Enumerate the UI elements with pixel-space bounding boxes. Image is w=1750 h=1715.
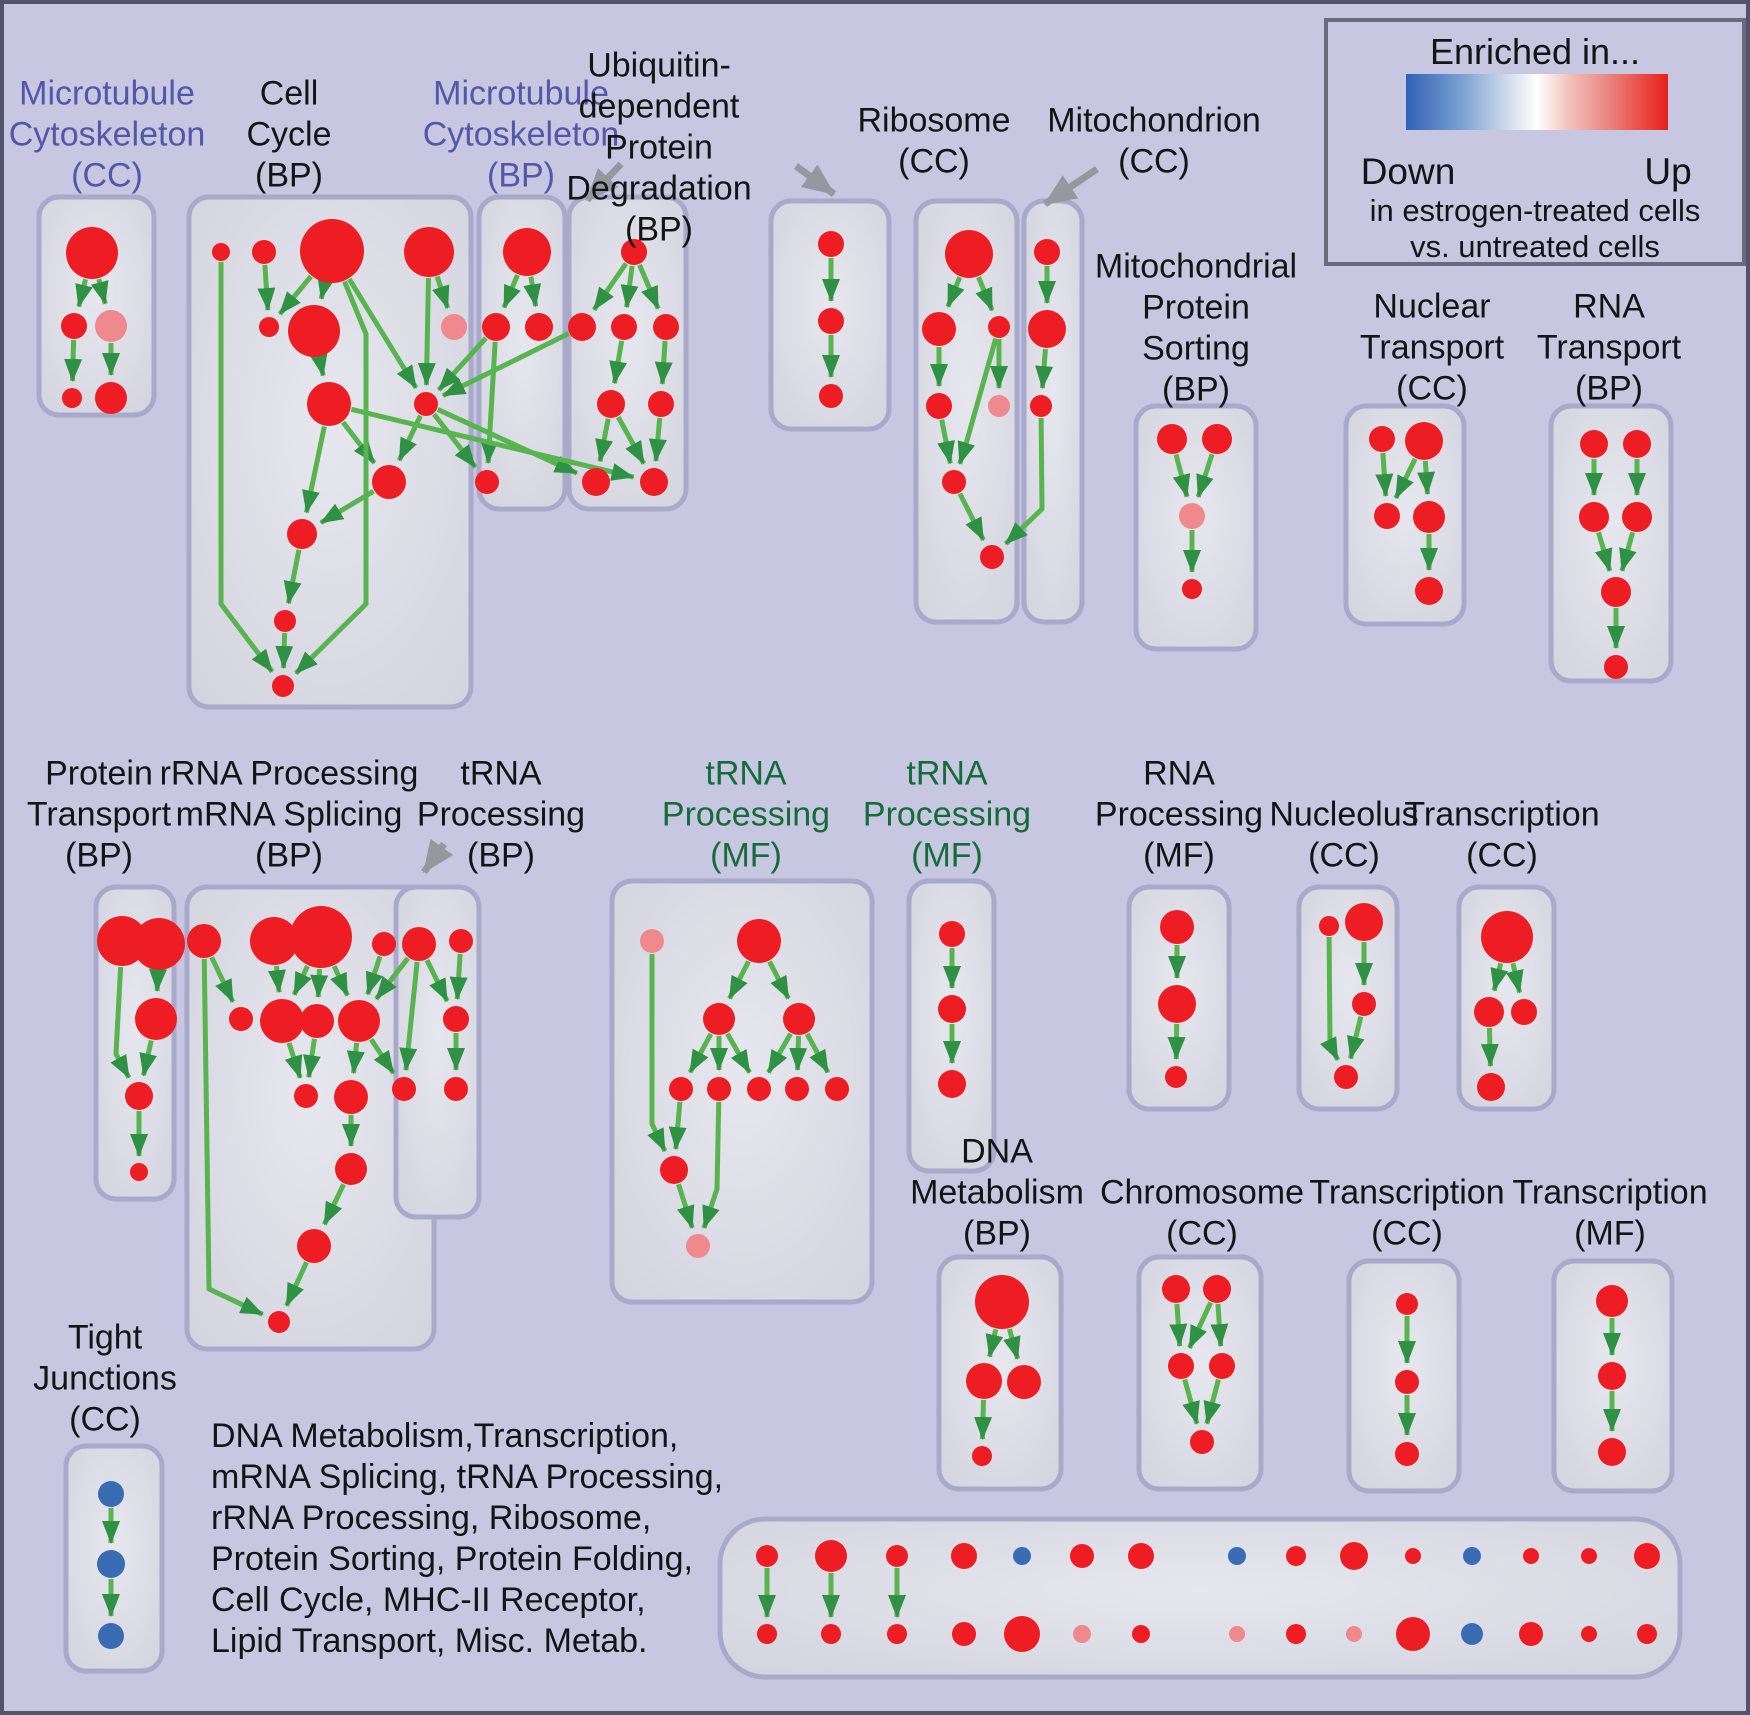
node-misc-cluster-t7 — [1128, 1543, 1154, 1569]
node-rna-transport-t1 — [1580, 430, 1608, 458]
node-rna-transport-c — [1601, 577, 1631, 607]
cluster-label-nuclear-transport-line-1: Transport — [1359, 328, 1505, 367]
node-misc-cluster-t14 — [1581, 1548, 1597, 1564]
node-dna-metabolism-m2 — [1007, 1365, 1041, 1399]
cluster-box-rna-transport — [1551, 406, 1671, 681]
cluster-label-tight-junctions-line-0: Tight — [67, 1318, 143, 1357]
node-misc-cluster-b15 — [1637, 1624, 1657, 1644]
node-cell-cycle-n13 — [272, 675, 294, 697]
misc-annotation-line: rRNA Processing, Ribosome, — [211, 1499, 652, 1537]
edge-arrow — [982, 1400, 983, 1439]
cluster-label-rna-processing-mf-line-1: Processing — [1094, 795, 1264, 834]
cluster-label-tight-junctions-line-1: Junctions — [33, 1359, 177, 1398]
cluster-box-nuclear-transport — [1346, 406, 1464, 624]
node-mito-protein-sorting-t1 — [1157, 424, 1187, 454]
cluster-label-ubiquitin-bp-a-line-1: dependent — [578, 87, 740, 126]
node-ribosome-cc-l1 — [926, 393, 952, 419]
node-cell-cycle-n9 — [414, 392, 438, 416]
node-microtubule-cc-c — [95, 310, 127, 342]
cluster-label-transcription-mf-line-1: (MF) — [1574, 1214, 1646, 1253]
cluster-label-microtubule-bp-line-2: (BP) — [487, 156, 555, 195]
edge-arrow — [354, 1043, 357, 1073]
node-rrna-mrna-t4 — [372, 932, 396, 956]
node-misc-cluster-t9 — [1286, 1546, 1306, 1566]
node-chromosome-cc-b — [1190, 1430, 1214, 1454]
cluster-label-protein-transport-line-1: Transport — [26, 795, 172, 834]
node-transcription-mf-b — [1598, 1362, 1626, 1390]
cluster-label-ubiquitin-bp-a-line-2: Protein — [605, 128, 713, 167]
node-nuclear-transport-m2 — [1413, 501, 1445, 533]
cluster-label-rna-transport-line-0: RNA — [1573, 287, 1645, 326]
node-trna-processing-mf-1-s — [660, 1156, 688, 1184]
node-trna-processing-mf-2-c — [938, 1070, 966, 1098]
node-trna-processing-mf-1-r5 — [825, 1077, 849, 1101]
cluster-label-rna-transport-line-2: (BP) — [1575, 369, 1643, 408]
edge-arrow — [72, 340, 73, 381]
node-dna-metabolism-m1 — [966, 1363, 1002, 1399]
node-mitochondrion-cc-l — [1030, 395, 1052, 417]
node-rrna-mrna-m3 — [300, 1004, 334, 1038]
node-rna-transport-m1 — [1579, 502, 1609, 532]
cluster-label-cell-cycle-line-1: Cycle — [246, 115, 332, 154]
node-rna-processing-mf-c — [1165, 1066, 1187, 1088]
node-rrna-mrna-r1 — [294, 1084, 318, 1108]
node-misc-cluster-b12 — [1461, 1623, 1483, 1645]
node-misc-cluster-t10 — [1340, 1542, 1368, 1570]
node-ribosome-cc-m1 — [922, 312, 956, 346]
node-misc-cluster-t1 — [756, 1545, 778, 1567]
node-cell-cycle-n7 — [441, 314, 467, 340]
node-protein-transport-m — [135, 998, 177, 1040]
legend — [1324, 18, 1746, 266]
edge-arrow — [798, 1036, 799, 1070]
node-misc-cluster-b8 — [1229, 1626, 1245, 1642]
node-cell-cycle-n8 — [307, 382, 351, 426]
cluster-label-trna-processing-bp-line-0: tRNA — [460, 754, 542, 793]
node-chromosome-cc-m1 — [1168, 1353, 1194, 1379]
cluster-label-protein-transport-line-0: Protein — [45, 754, 153, 793]
node-rrna-mrna-b — [268, 1311, 290, 1333]
node-tight-junctions-c — [98, 1623, 124, 1649]
cluster-box-misc-cluster — [720, 1519, 1680, 1677]
node-microtubule-bp-m1 — [482, 313, 510, 341]
edge-arrow — [426, 278, 428, 385]
node-dna-metabolism-b — [972, 1446, 992, 1466]
misc-annotation-line: Cell Cycle, MHC-II Receptor, — [211, 1581, 646, 1619]
node-rna-transport-b — [1604, 655, 1628, 679]
cluster-label-cell-cycle-line-0: Cell — [259, 74, 319, 113]
node-chromosome-cc-t1 — [1162, 1275, 1190, 1303]
node-mito-protein-sorting-m — [1179, 503, 1205, 529]
cluster-label-microtubule-bp-line-0: Microtubule — [433, 74, 609, 113]
node-microtubule-cc-d — [62, 388, 82, 408]
cluster-label-trna-processing-mf-2-line-0: tRNA — [906, 754, 988, 793]
node-microtubule-cc-a — [66, 227, 118, 279]
node-microtubule-bp-b — [475, 470, 499, 494]
node-transcription-cc-2-c — [1395, 1442, 1419, 1466]
cluster-label-ubiquitin-bp-a-line-0: Ubiquitin- — [587, 46, 731, 85]
edge-arrow — [321, 283, 325, 299]
cluster-label-nuclear-transport-line-2: (CC) — [1396, 369, 1468, 408]
node-ribosome-cc-l2 — [988, 395, 1010, 417]
node-misc-cluster-b13 — [1519, 1622, 1543, 1646]
node-misc-cluster-t8 — [1228, 1547, 1246, 1565]
edge-arrow — [1177, 1304, 1180, 1346]
node-rna-transport-t2 — [1623, 430, 1651, 458]
node-trna-processing-bp-t2 — [449, 929, 473, 953]
edge-arrow — [457, 954, 460, 999]
node-trna-processing-mf-1-r1 — [669, 1077, 693, 1101]
cluster-label-nucleolus-cc-line-1: (CC) — [1308, 836, 1380, 875]
node-misc-cluster-t5 — [1013, 1547, 1031, 1565]
node-trna-processing-bp-r1 — [392, 1077, 416, 1101]
node-nucleolus-cc-t1 — [1319, 916, 1339, 936]
node-rrna-mrna-m2 — [260, 999, 304, 1043]
node-trna-processing-mf-1-r3 — [747, 1077, 771, 1101]
cluster-label-mitochondrion-cc-line-0: Mitochondrion — [1047, 101, 1261, 140]
node-ubiquitin-bp-b-b — [819, 384, 843, 408]
cluster-label-ribosome-cc-line-1: (CC) — [898, 142, 970, 181]
cluster-label-transcription-mf-line-0: Transcription — [1512, 1173, 1708, 1212]
edge-arrow — [1042, 349, 1045, 388]
node-nuclear-transport-t2 — [1405, 422, 1443, 460]
cluster-label-mito-protein-sorting-line-1: Protein — [1142, 288, 1250, 327]
cluster-label-trna-processing-bp-line-1: Processing — [416, 795, 586, 834]
node-mito-protein-sorting-b — [1182, 579, 1202, 599]
edge-arrow — [276, 966, 279, 992]
node-trna-processing-mf-1-m1 — [703, 1003, 735, 1035]
legend-title: Enriched in... — [1429, 31, 1641, 72]
node-mito-protein-sorting-t2 — [1202, 424, 1232, 454]
node-misc-cluster-t11 — [1405, 1548, 1421, 1564]
cluster-label-cell-cycle-line-2: (BP) — [255, 156, 323, 195]
node-cell-cycle-n4 — [404, 227, 454, 277]
misc-annotation — [211, 1416, 723, 1662]
edge-arrow — [318, 969, 319, 997]
cluster-label-microtubule-cc-line-2: (CC) — [71, 156, 143, 195]
cluster-label-trna-processing-mf-1-line-1: Processing — [661, 795, 831, 834]
cluster-label-nucleolus-cc-line-0: Nucleolus — [1269, 795, 1419, 834]
cluster-label-microtubule-cc-line-0: Microtubule — [19, 74, 195, 113]
node-cell-cycle-n3 — [300, 219, 364, 283]
node-cell-cycle-n6 — [288, 305, 340, 357]
node-misc-cluster-b7 — [1132, 1625, 1150, 1643]
misc-annotation-line: Protein Sorting, Protein Folding, — [211, 1540, 693, 1578]
cluster-label-transcription-cc-2-line-1: (CC) — [1371, 1214, 1443, 1253]
node-protein-transport-l — [125, 1082, 153, 1110]
node-rrna-mrna-r2 — [334, 1080, 368, 1114]
node-misc-cluster-b6 — [1073, 1625, 1091, 1643]
node-nucleolus-cc-m — [1352, 992, 1376, 1016]
node-trna-processing-bp-m — [443, 1006, 469, 1032]
cluster-label-microtubule-bp-line-1: Cytoskeleton — [422, 115, 620, 154]
edge-arrow — [662, 341, 665, 384]
node-mitochondrion-cc-t — [1034, 239, 1060, 265]
node-transcription-cc-1-m1 — [1474, 997, 1504, 1027]
cluster-label-ubiquitin-bp-a-line-3: Degradation — [566, 169, 752, 208]
node-ubiquitin-bp-a-b2 — [640, 468, 668, 496]
node-cell-cycle-n1 — [212, 243, 230, 261]
cluster-label-mitochondrion-cc-line-1: (CC) — [1118, 142, 1190, 181]
misc-annotation-line: Lipid Transport, Misc. Metab. — [211, 1622, 648, 1660]
node-transcription-cc-1-m2 — [1511, 999, 1537, 1025]
node-trna-processing-mf-1-r2 — [707, 1077, 731, 1101]
node-microtubule-bp-m2 — [525, 313, 553, 341]
cluster-label-ribosome-cc-line-0: Ribosome — [857, 101, 1011, 140]
cluster-label-transcription-cc-2-line-0: Transcription — [1309, 1173, 1505, 1212]
node-ribosome-cc-c — [942, 470, 966, 494]
node-rrna-mrna-m1 — [229, 1007, 253, 1031]
misc-annotation-line: DNA Metabolism,Transcription, — [211, 1417, 679, 1455]
node-chromosome-cc-t2 — [1203, 1275, 1231, 1303]
node-microtubule-bp-t — [503, 228, 551, 276]
node-dna-metabolism-t — [975, 1275, 1029, 1329]
node-protein-transport-b — [130, 1163, 148, 1181]
cluster-label-transcription-cc-1-line-1: (CC) — [1466, 836, 1538, 875]
node-rrna-mrna-t3 — [290, 906, 352, 968]
label-pointer-arrow-icon — [424, 844, 444, 872]
cluster-label-rrna-mrna-line-1: mRNA Splicing — [175, 795, 403, 834]
cluster-label-dna-metabolism-line-0: DNA — [961, 1132, 1033, 1171]
cluster-label-rna-transport-line-1: Transport — [1536, 328, 1682, 367]
node-nuclear-transport-t1 — [1369, 426, 1395, 452]
node-misc-cluster-b11 — [1396, 1617, 1430, 1651]
cluster-label-nuclear-transport-line-0: Nuclear — [1373, 287, 1491, 326]
node-transcription-cc-1-b — [1477, 1073, 1505, 1101]
node-transcription-mf-c — [1598, 1438, 1626, 1466]
node-ubiquitin-bp-b-t — [818, 231, 844, 257]
node-cell-cycle-n12 — [274, 610, 296, 632]
cluster-label-trna-processing-bp-line-2: (BP) — [467, 836, 535, 875]
cluster-label-rrna-mrna-line-2: (BP) — [255, 836, 323, 875]
node-misc-cluster-b1 — [757, 1624, 777, 1644]
node-nucleolus-cc-b — [1334, 1065, 1358, 1089]
node-trna-processing-mf-1-r4 — [785, 1077, 809, 1101]
edge-arrow — [1218, 1304, 1221, 1346]
node-rna-processing-mf-a — [1160, 910, 1194, 944]
node-misc-cluster-b5 — [1004, 1616, 1040, 1652]
node-misc-cluster-b10 — [1346, 1626, 1362, 1642]
cluster-label-rna-processing-mf-line-2: (MF) — [1143, 836, 1215, 875]
node-rrna-mrna-u — [297, 1229, 331, 1263]
node-transcription-mf-a — [1596, 1285, 1628, 1317]
node-misc-cluster-t13 — [1523, 1548, 1539, 1564]
node-chromosome-cc-m2 — [1209, 1353, 1235, 1379]
node-trna-processing-bp-r2 — [444, 1077, 468, 1101]
node-misc-cluster-t3 — [886, 1545, 908, 1567]
cluster-label-dna-metabolism-line-1: Metabolism — [910, 1173, 1084, 1212]
node-ubiquitin-bp-a-m1 — [568, 313, 596, 341]
node-rna-transport-m2 — [1622, 502, 1652, 532]
cluster-label-trna-processing-mf-1-line-0: tRNA — [705, 754, 787, 793]
cluster-label-mito-protein-sorting-line-2: Sorting — [1142, 329, 1250, 368]
label-pointer-arrow-icon — [796, 166, 834, 194]
node-misc-cluster-t2 — [815, 1540, 847, 1572]
cluster-label-mito-protein-sorting-line-0: Mitochondrial — [1094, 247, 1298, 286]
cluster-label-rna-processing-mf-line-0: RNA — [1143, 754, 1215, 793]
edge-arrow — [265, 265, 268, 310]
cluster-label-ubiquitin-bp-a-line-4: (BP) — [625, 210, 693, 249]
misc-annotation-line: mRNA Splicing, tRNA Processing, — [211, 1458, 724, 1496]
cluster-label-trna-processing-mf-2-line-2: (MF) — [911, 836, 983, 875]
node-misc-cluster-t6 — [1070, 1544, 1094, 1568]
node-cell-cycle-n10 — [372, 465, 406, 499]
edge-arrow — [1425, 461, 1427, 494]
node-cell-cycle-n2 — [252, 240, 276, 264]
node-ubiquitin-bp-a-l1 — [597, 390, 625, 418]
node-cell-cycle-n5 — [259, 317, 279, 337]
node-misc-cluster-t12 — [1463, 1547, 1481, 1565]
cluster-label-chromosome-cc-line-0: Chromosome — [1099, 1173, 1305, 1212]
cluster-label-tight-junctions-line-2: (CC) — [69, 1400, 141, 1439]
node-trna-processing-mf-1-m2 — [783, 1003, 815, 1035]
node-misc-cluster-b9 — [1286, 1624, 1306, 1644]
node-misc-cluster-b2 — [821, 1624, 841, 1644]
node-ribosome-cc-t — [945, 230, 993, 278]
node-trna-processing-mf-1-t — [737, 919, 781, 963]
legend-gradient-bar — [1406, 74, 1668, 130]
edge-arrow — [284, 633, 285, 668]
legend-subtitle-2: vs. untreated cells — [1410, 229, 1660, 264]
node-nuclear-transport-m1 — [1374, 503, 1400, 529]
node-microtubule-cc-b — [61, 313, 87, 339]
cluster-label-microtubule-cc-line-1: Cytoskeleton — [8, 115, 206, 154]
node-trna-processing-mf-1-bp — [686, 1234, 710, 1258]
cluster-label-trna-processing-mf-1-line-2: (MF) — [710, 836, 782, 875]
edge-arrow — [157, 971, 158, 991]
node-cell-cycle-n11 — [287, 519, 317, 549]
edge-arrow — [1383, 453, 1386, 496]
node-rrna-mrna-m4 — [338, 1000, 380, 1042]
node-ubiquitin-bp-a-m2 — [611, 314, 637, 340]
node-ribosome-cc-m2 — [988, 316, 1010, 338]
edge-arrow — [1489, 1028, 1490, 1066]
node-trna-processing-mf-1-p — [640, 929, 664, 953]
node-misc-cluster-t4 — [951, 1543, 977, 1569]
node-transcription-cc-2-a — [1396, 1293, 1418, 1315]
cluster-box-chromosome-cc — [1139, 1257, 1261, 1489]
cluster-label-rrna-mrna-line-0: rRNA Processing — [159, 754, 419, 793]
cluster-label-dna-metabolism-line-2: (BP) — [963, 1214, 1031, 1253]
node-ubiquitin-bp-a-m3 — [653, 314, 679, 340]
node-trna-processing-mf-2-a — [939, 921, 965, 947]
node-rna-processing-mf-b — [1158, 985, 1196, 1023]
node-rrna-mrna-s — [335, 1153, 367, 1185]
node-transcription-cc-1-t — [1481, 911, 1533, 963]
cluster-label-mito-protein-sorting-line-3: (BP) — [1162, 370, 1230, 409]
node-nuclear-transport-b — [1415, 577, 1443, 605]
node-protein-transport-t2 — [133, 918, 185, 970]
node-rrna-mrna-t1 — [187, 924, 221, 958]
node-trna-processing-bp-t1 — [402, 927, 436, 961]
node-tight-junctions-b — [97, 1550, 125, 1578]
node-transcription-cc-2-b — [1395, 1370, 1419, 1394]
node-tight-junctions-a — [98, 1481, 124, 1507]
node-ubiquitin-bp-b-m — [818, 308, 844, 334]
node-trna-processing-mf-2-b — [938, 995, 966, 1023]
node-mitochondrion-cc-m — [1028, 310, 1066, 348]
cluster-label-chromosome-cc-line-1: (CC) — [1166, 1214, 1238, 1253]
node-misc-cluster-b14 — [1581, 1626, 1597, 1642]
legend-subtitle-1: in estrogen-treated cells — [1369, 193, 1701, 228]
node-ubiquitin-bp-a-b1 — [582, 468, 610, 496]
node-microtubule-cc-e — [95, 382, 127, 414]
cluster-label-transcription-cc-1-line-0: Transcription — [1404, 795, 1600, 834]
node-nucleolus-cc-t2 — [1345, 903, 1383, 941]
label-pointer-arrow-icon — [1045, 169, 1097, 204]
cluster-label-protein-transport-line-2: (BP) — [65, 836, 133, 875]
node-ubiquitin-bp-a-l2 — [648, 391, 674, 417]
cluster-label-trna-processing-mf-2-line-1: Processing — [862, 795, 1032, 834]
legend-down-label: Down — [1360, 151, 1456, 192]
node-ribosome-cc-b — [980, 545, 1004, 569]
node-misc-cluster-b3 — [887, 1624, 907, 1644]
legend-up-label: Up — [1644, 151, 1692, 192]
node-misc-cluster-b4 — [952, 1622, 976, 1646]
node-misc-cluster-t15 — [1634, 1543, 1660, 1569]
